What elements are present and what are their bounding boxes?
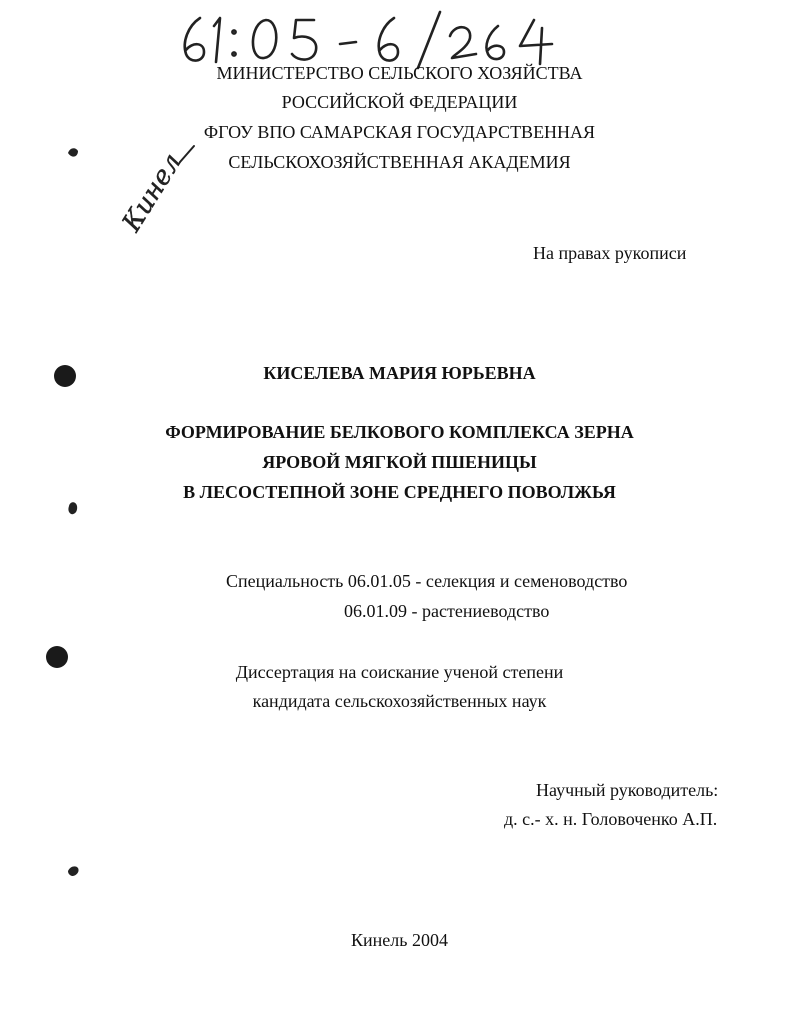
place-year: Кинель 2004 <box>351 930 448 950</box>
title-line-2: ЯРОВОЙ МЯГКОЙ ПШЕНИЦЫ <box>262 452 537 472</box>
academy-line-2: СЕЛЬСКОХОЗЯЙСТВЕННАЯ АКАДЕМИЯ <box>228 152 571 172</box>
dissertation-line-1: Диссертация на соискание ученой степени <box>235 662 564 682</box>
specialty-line-1: Специальность 06.01.05 - селекция и семеноводство <box>226 571 628 591</box>
handwritten-catalog-number <box>170 8 570 70</box>
specialty-line-2: 06.01.09 - растениеводство <box>344 601 550 621</box>
svg-text:Кинел: Кинел <box>116 148 188 237</box>
ministry-line-1: МИНИСТЕРСТВО СЕЛЬСКОГО ХОЗЯЙСТВА <box>216 63 583 83</box>
supervisor-name: д. с.- х. н. Головоченко А.П. <box>504 809 718 829</box>
title-line-3: В ЛЕСОСТЕПНОЙ ЗОНЕ СРЕДНЕГО ПОВОЛЖЬЯ <box>183 482 616 502</box>
speck-mark <box>66 864 82 878</box>
author-name: КИСЕЛЕВА МАРИЯ ЮРЬЕВНА <box>263 363 536 383</box>
ministry-line-2: РОССИЙСКОЙ ФЕДЕРАЦИИ <box>281 92 518 112</box>
rights-note: На правах рукописи <box>533 243 687 263</box>
title-line-1: ФОРМИРОВАНИЕ БЕЛКОВОГО КОМПЛЕКСА ЗЕРНА <box>165 422 634 442</box>
dissertation-line-2: кандидата сельскохозяйственных наук <box>252 691 547 711</box>
academy-line-1: ФГОУ ВПО САМАРСКАЯ ГОСУДАРСТВЕННАЯ <box>203 122 596 142</box>
supervisor-label: Научный руководитель: <box>536 780 719 800</box>
